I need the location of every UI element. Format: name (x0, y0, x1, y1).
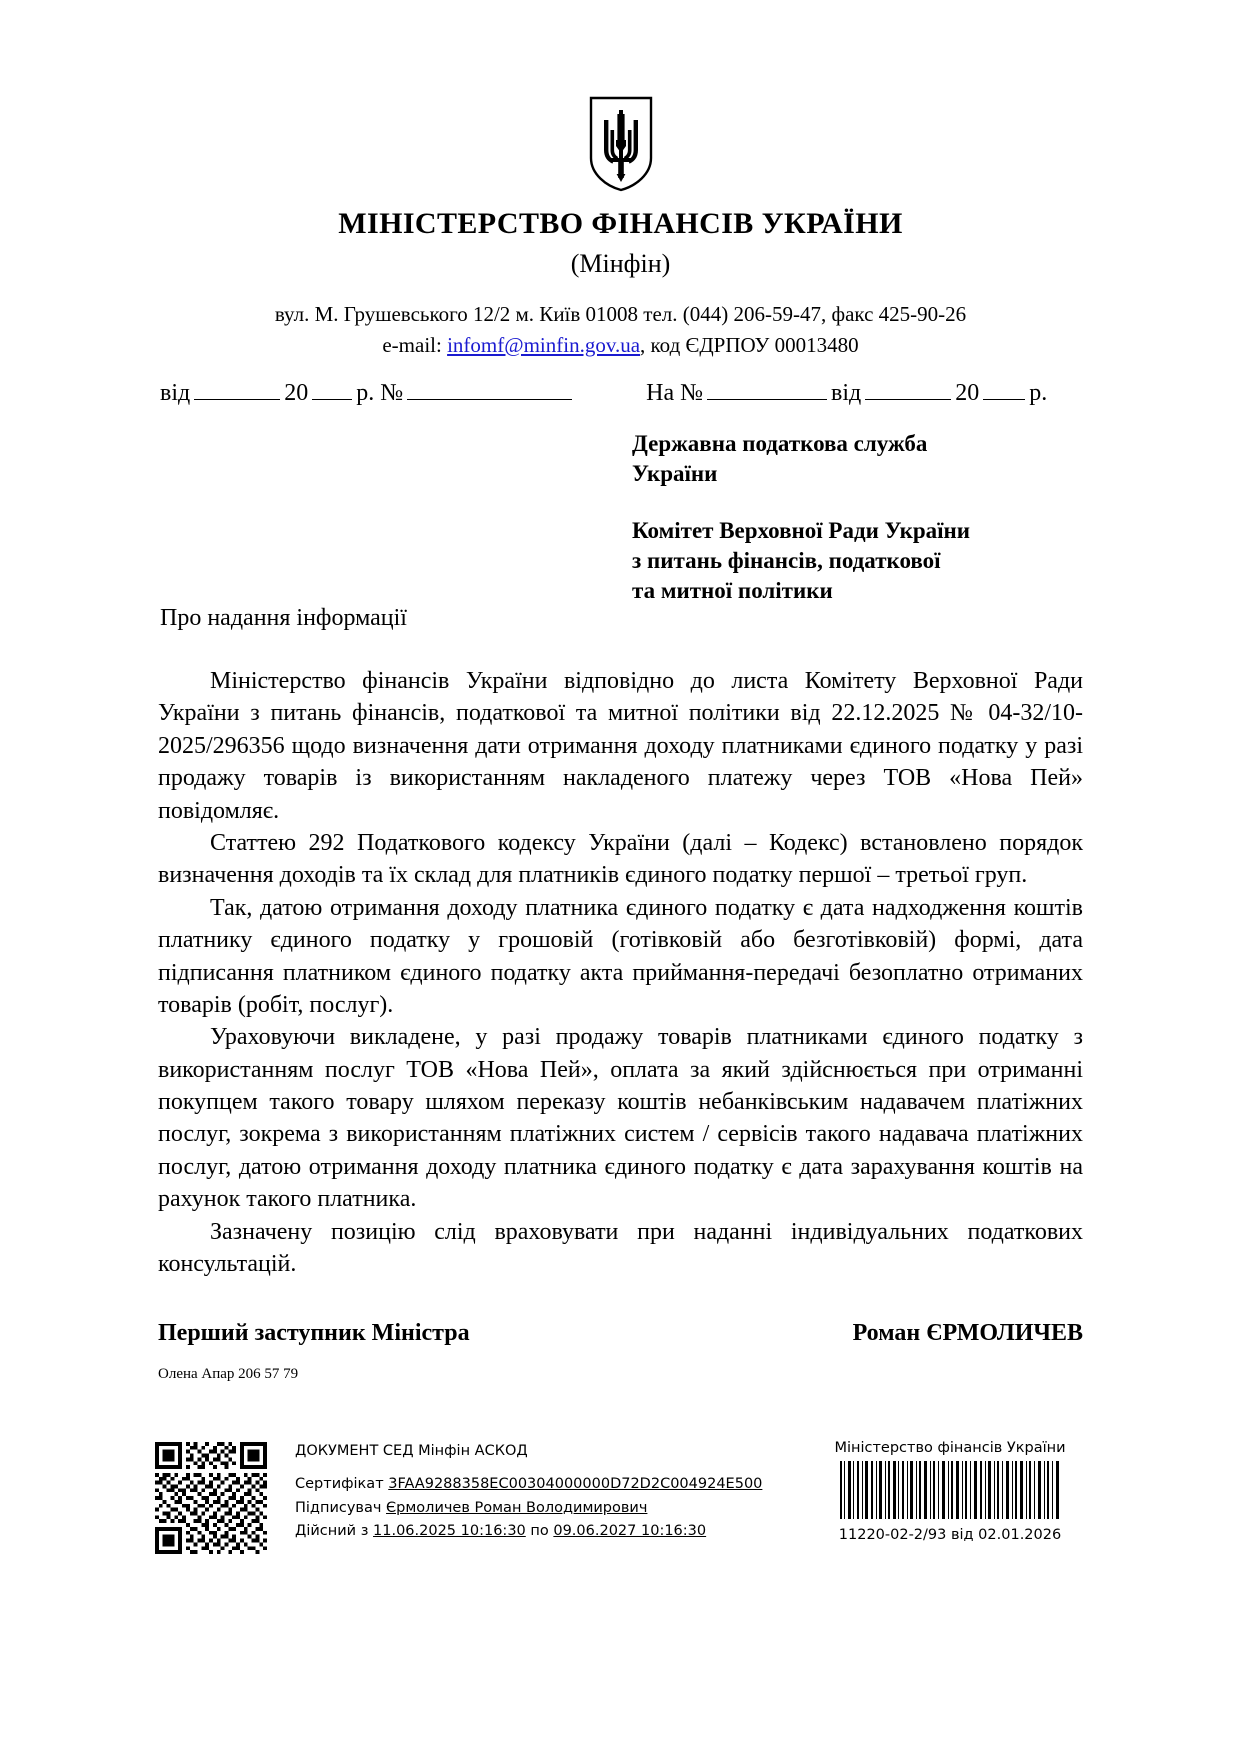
validity-from: 11.06.2025 10:16:30 (373, 1523, 526, 1540)
body-paragraph: Так, датою отримання доходу платника єдиного податку є дата надходження коштів платнику єдиного податку у грошовій (готівковій або безготівковій) формі, дата підписання платником єдиного податку акта приймання-передачі безоплатно отриманих товарів (робіт, послуг). (158, 894, 1083, 1018)
barcode-caption: Міністерство фінансів України (834, 1440, 1066, 1456)
stamp-validity-row (295, 1520, 735, 1543)
barcode-block (800, 1440, 1100, 1543)
outgoing-reference (160, 375, 576, 408)
body-paragraph: Міністерство фінансів України відповідно до листа Комітету Верховної Ради України з питань фінансів, податкової та митної політики від 22.12.2025 № 04-32/10-2025/296356 щодо визначення дати отримання доходу платниками єдиного податку у разі продажу товарів із використанням накладеного платежу через ТОВ «Нова Пей» повідомляє. (158, 668, 1083, 824)
signer-position: Перший заступник Міністра (158, 1320, 470, 1346)
organization-short-name: (Мінфін) (570, 249, 671, 278)
incoming-date-blank[interactable] (865, 375, 951, 400)
edrpou-code: , код ЄДРПОУ 00013480 (640, 332, 859, 357)
incoming-number-label: На № (646, 380, 704, 406)
outgoing-number-blank[interactable] (407, 375, 572, 400)
incoming-reference (646, 375, 1047, 408)
stamp-details (295, 1440, 763, 1544)
outgoing-from-label: від (160, 380, 191, 406)
signer-label: Підписувач (295, 1499, 387, 1516)
addressee-line: Державна податкова служба (632, 431, 928, 456)
incoming-year-blank[interactable] (983, 375, 1025, 400)
ukraine-trident-coat-of-arms-icon (588, 96, 654, 192)
validity-separator: по (525, 1523, 554, 1540)
validity-to: 09.06.2027 10:16:30 (553, 1523, 707, 1540)
contact-block (0, 299, 1241, 360)
addressee-line: та митної політики (632, 578, 833, 604)
qr-code-icon (155, 1442, 267, 1554)
stamp-signer-row (295, 1497, 735, 1520)
email-link[interactable]: infomf@minfin.gov.ua (447, 332, 641, 357)
executor-contact: Олена Апар 206 57 79 (158, 1366, 299, 1382)
signer-value: Єрмоличев Роман Володимирович (386, 1499, 648, 1516)
body-paragraph: Статтею 292 Податкового кодексу України (далі – Кодекс) встановлено порядок визначення доходів та їх склад для платників єдиного податку першої – третьої груп. (158, 829, 1083, 889)
certificate-value: 3FAA9288358EC00304000000D72D2C004924E500 (388, 1476, 763, 1493)
body-paragraph: Ураховуючи викладене, у разі продажу товарів платниками єдиного податку з використанням послуг ТОВ «Нова Пей», оплата за який здійснюється при отриманні покупцем такого товару шляхом переказу коштів небанківським надавачем платіжних послуг, зокрема з використанням платіжних систем / сервісів такого надавача платіжних послуг, датою отримання доходу платника єдиного податку є дата зарахування коштів на рахунок такого платника. (158, 1024, 1083, 1213)
validity-label: Дійсний з (295, 1523, 374, 1540)
stamp-system-title: ДОКУМЕНТ СЕД Мінфін АСКОД (295, 1443, 528, 1459)
document-body (158, 665, 1083, 1280)
organization-name: МІНІСТЕРСТВО ФІНАНСІВ УКРАЇНИ (338, 207, 903, 240)
outgoing-year-prefix: 20 (284, 380, 309, 406)
incoming-from-label: від (831, 380, 862, 406)
address-line: вул. М. Грушевського 12/2 м. Київ 01008 тел. (044) 206-59-47, факс 425-90-26 (274, 302, 967, 327)
incoming-number-blank[interactable] (707, 375, 827, 400)
addressee-line: України (632, 461, 718, 487)
incoming-year-suffix: р. (1029, 380, 1048, 406)
barcode-icon (838, 1461, 1063, 1519)
body-paragraph: Зазначену позицію слід враховувати при наданні індивідуальних податкових консультацій. (158, 1218, 1083, 1278)
outgoing-number-label: р. № (356, 380, 404, 406)
emblem-container (0, 96, 1241, 192)
subject-line: Про надання інформації (160, 605, 407, 631)
signer-name: Роман ЄРМОЛИЧЕВ (852, 1320, 1083, 1346)
reference-line (160, 375, 1091, 408)
outgoing-date-blank[interactable] (194, 375, 280, 400)
email-line (0, 330, 1241, 360)
addressee-parliament-committee (632, 516, 1062, 607)
signature-block (158, 1320, 1083, 1347)
addressee-block (632, 429, 1062, 607)
certificate-label: Сертифікат (295, 1476, 389, 1493)
incoming-year-prefix: 20 (955, 380, 980, 406)
outgoing-year-blank[interactable] (312, 375, 352, 400)
addressee-tax-service (632, 429, 1062, 490)
electronic-signature-stamp (155, 1440, 1100, 1570)
stamp-certificate-row (295, 1473, 763, 1496)
addressee-line: Комітет Верховної Ради України (632, 517, 971, 543)
letterhead (0, 206, 1241, 360)
addressee-line: з питань фінансів, податкової (632, 548, 941, 574)
document-number: 11220-02-2/93 від 02.01.2026 (838, 1527, 1062, 1543)
email-label: e-mail: (382, 332, 448, 357)
